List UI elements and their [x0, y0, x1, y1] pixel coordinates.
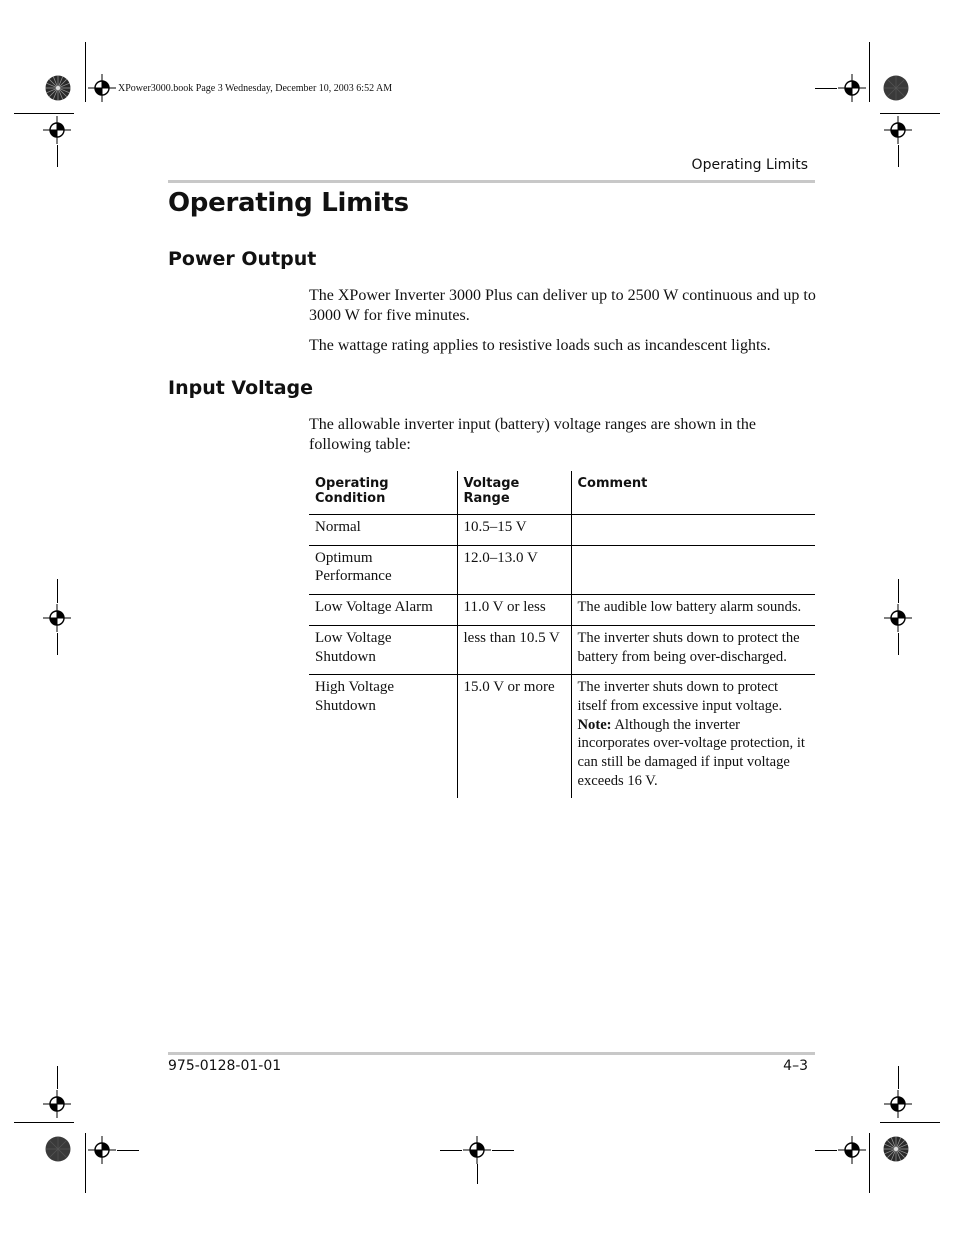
comment-cell	[571, 675, 815, 799]
registration-mark-icon	[88, 74, 116, 102]
paragraph: The XPower Inverter 3000 Plus can deliver up to 2500 W continuous and up to 3000 W for five minutes.	[309, 287, 816, 324]
range-cell: 12.0–13.0 V	[457, 545, 571, 594]
crop-mark	[14, 113, 74, 114]
voltage-limits-table	[309, 471, 815, 798]
comment-cell	[571, 515, 815, 546]
crop-mark	[85, 42, 86, 102]
crop-mark	[898, 633, 899, 655]
crop-mark	[898, 579, 899, 603]
table-row	[309, 545, 815, 594]
registration-mark-icon	[884, 604, 912, 632]
crop-mark	[477, 1164, 478, 1184]
column-header: Operating Condition	[309, 471, 457, 515]
crop-mark	[57, 1066, 58, 1089]
crop-mark	[898, 145, 899, 167]
registration-mark-icon	[838, 74, 866, 102]
table-row	[309, 625, 815, 674]
condition-cell: Low Voltage Shutdown	[309, 625, 457, 674]
crop-mark	[898, 1066, 899, 1089]
section-heading-power-output: Power Output	[168, 248, 317, 270]
section-heading-input-voltage: Input Voltage	[168, 377, 314, 399]
crop-mark	[440, 1150, 462, 1151]
registration-mark-icon	[463, 1136, 491, 1164]
crop-mark	[57, 579, 58, 603]
column-header: Voltage Range	[457, 471, 571, 515]
range-cell: less than 10.5 V	[457, 625, 571, 674]
note-label: Note:	[577, 716, 612, 733]
condition-cell: High Voltage Shutdown	[315, 679, 395, 714]
condition-cell: Normal	[309, 515, 457, 546]
registration-mark-icon	[884, 1090, 912, 1118]
crop-mark	[880, 1122, 940, 1123]
crop-mark	[14, 1122, 74, 1123]
page-title: Operating Limits	[168, 188, 409, 218]
condition-cell: Low Voltage Alarm	[309, 595, 457, 626]
range-cell: 15.0 V or more	[457, 675, 571, 799]
note-text: Although the inverter incorporates over-voltage protection, it can still be damaged if input voltage exceeds 16 V.	[577, 716, 805, 789]
page-number: 4–3	[783, 1058, 808, 1074]
condition-cell: Optimum Performance	[309, 545, 457, 594]
table-row	[309, 515, 815, 546]
crop-mark	[117, 1150, 139, 1151]
color-bar-rosette-icon	[45, 75, 71, 101]
comment-cell: The inverter shuts down to protect the battery from being over-discharged.	[571, 625, 815, 674]
registration-mark-icon	[43, 116, 71, 144]
table-row	[309, 595, 815, 626]
comment-text: The inverter shuts down to protect itself from excessive input voltage.	[577, 679, 783, 714]
registration-mark-icon	[884, 116, 912, 144]
comment-cell	[571, 545, 815, 594]
document-number: 975-0128-01-01	[168, 1058, 282, 1074]
color-bar-rosette-icon	[883, 1136, 909, 1162]
footer-rule	[168, 1052, 815, 1055]
book-info-slug: XPower3000.book Page 3 Wednesday, December 10, 2003 6:52 AM	[118, 83, 393, 94]
running-head: Operating Limits	[691, 157, 808, 173]
registration-mark-icon	[43, 1090, 71, 1118]
paragraph: The wattage rating applies to resistive loads such as incandescent lights.	[309, 337, 771, 354]
table-header-row	[309, 471, 815, 515]
crop-mark	[869, 42, 870, 102]
table-row	[309, 675, 815, 799]
registration-mark-icon	[838, 1136, 866, 1164]
crop-mark	[85, 1133, 86, 1193]
range-cell: 11.0 V or less	[457, 595, 571, 626]
color-bar-rosette-icon	[883, 75, 909, 101]
paragraph: The allowable inverter input (battery) voltage ranges are shown in the following table:	[309, 416, 756, 453]
registration-mark-icon	[88, 1136, 116, 1164]
color-bar-rosette-icon	[45, 1136, 71, 1162]
crop-mark	[815, 88, 837, 89]
crop-mark	[57, 633, 58, 655]
crop-mark	[869, 1133, 870, 1193]
comment-cell: The audible low battery alarm sounds.	[571, 595, 815, 626]
registration-mark-icon	[43, 604, 71, 632]
column-header: Comment	[571, 471, 815, 515]
range-cell: 10.5–15 V	[457, 515, 571, 546]
crop-mark	[57, 145, 58, 167]
crop-mark	[880, 113, 940, 114]
crop-mark	[492, 1150, 514, 1151]
header-rule	[168, 180, 815, 183]
crop-mark	[815, 1150, 837, 1151]
